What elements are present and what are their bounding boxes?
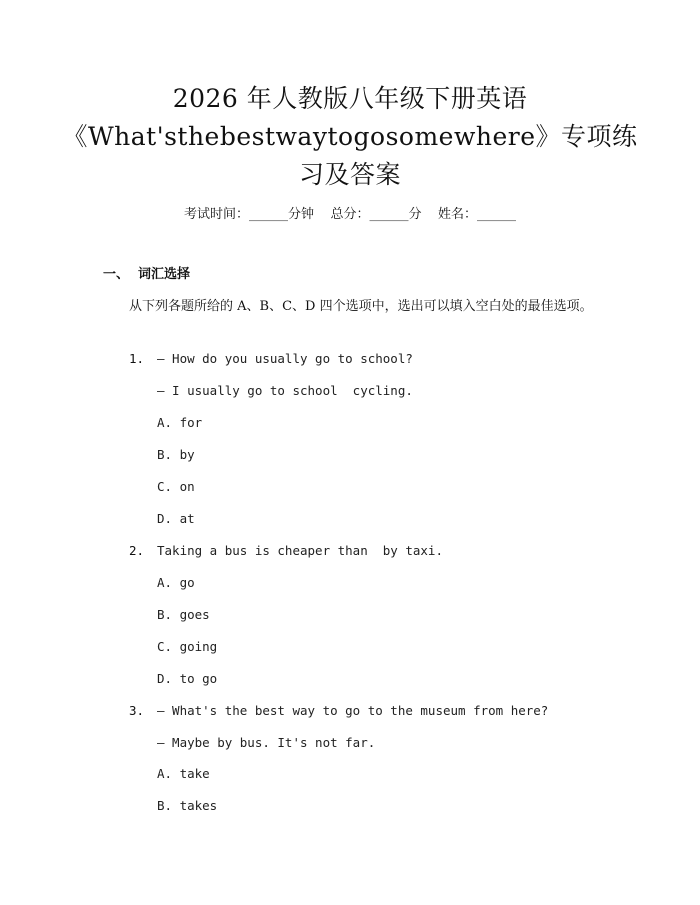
- title-line-2: 《What'sthebestwaytogosomewhere》专项练: [62, 122, 638, 151]
- question-1-number: 1.: [129, 351, 145, 366]
- question-3-line-2: — Maybe by bus. It's not far.: [157, 735, 376, 750]
- question-2-line-1: Taking a bus is cheaper than by taxi.: [157, 543, 443, 558]
- question-1-line-1: — How do you usually go to school?: [157, 351, 413, 366]
- title-line-1: 2026 年人教版八年级下册英语: [172, 84, 528, 113]
- question-2-option-c: C. going: [157, 639, 218, 654]
- title-line-3: 习及答案: [298, 160, 401, 189]
- question-3-line-1: — What's the best way to go to the museum from here?: [157, 703, 549, 718]
- question-3-number: 3.: [129, 703, 145, 718]
- question-2-option-b: B. goes: [157, 607, 210, 622]
- question-2-option-d: D. to go: [157, 671, 218, 686]
- exam-info-line: 考试时间：______分钟 总分：______分 姓名：______: [183, 207, 517, 222]
- question-1-option-d: D. at: [157, 511, 195, 526]
- question-2-number: 2.: [129, 543, 145, 558]
- question-3-option-b: B. takes: [157, 798, 218, 813]
- question-1-option-c: C. on: [157, 479, 195, 494]
- question-1-option-a: A. for: [157, 415, 203, 430]
- question-3-option-a: A. take: [157, 766, 210, 781]
- question-2-option-a: A. go: [157, 575, 195, 590]
- question-1-option-b: B. by: [157, 447, 195, 462]
- instruction-text: 从下列各题所给的 A、B、C、D 四个选项中，选出可以填入空白处的最佳选项。: [129, 299, 593, 314]
- section-heading: 一、 词汇选择: [103, 267, 191, 282]
- question-1-line-2: — I usually go to school cycling.: [157, 383, 413, 398]
